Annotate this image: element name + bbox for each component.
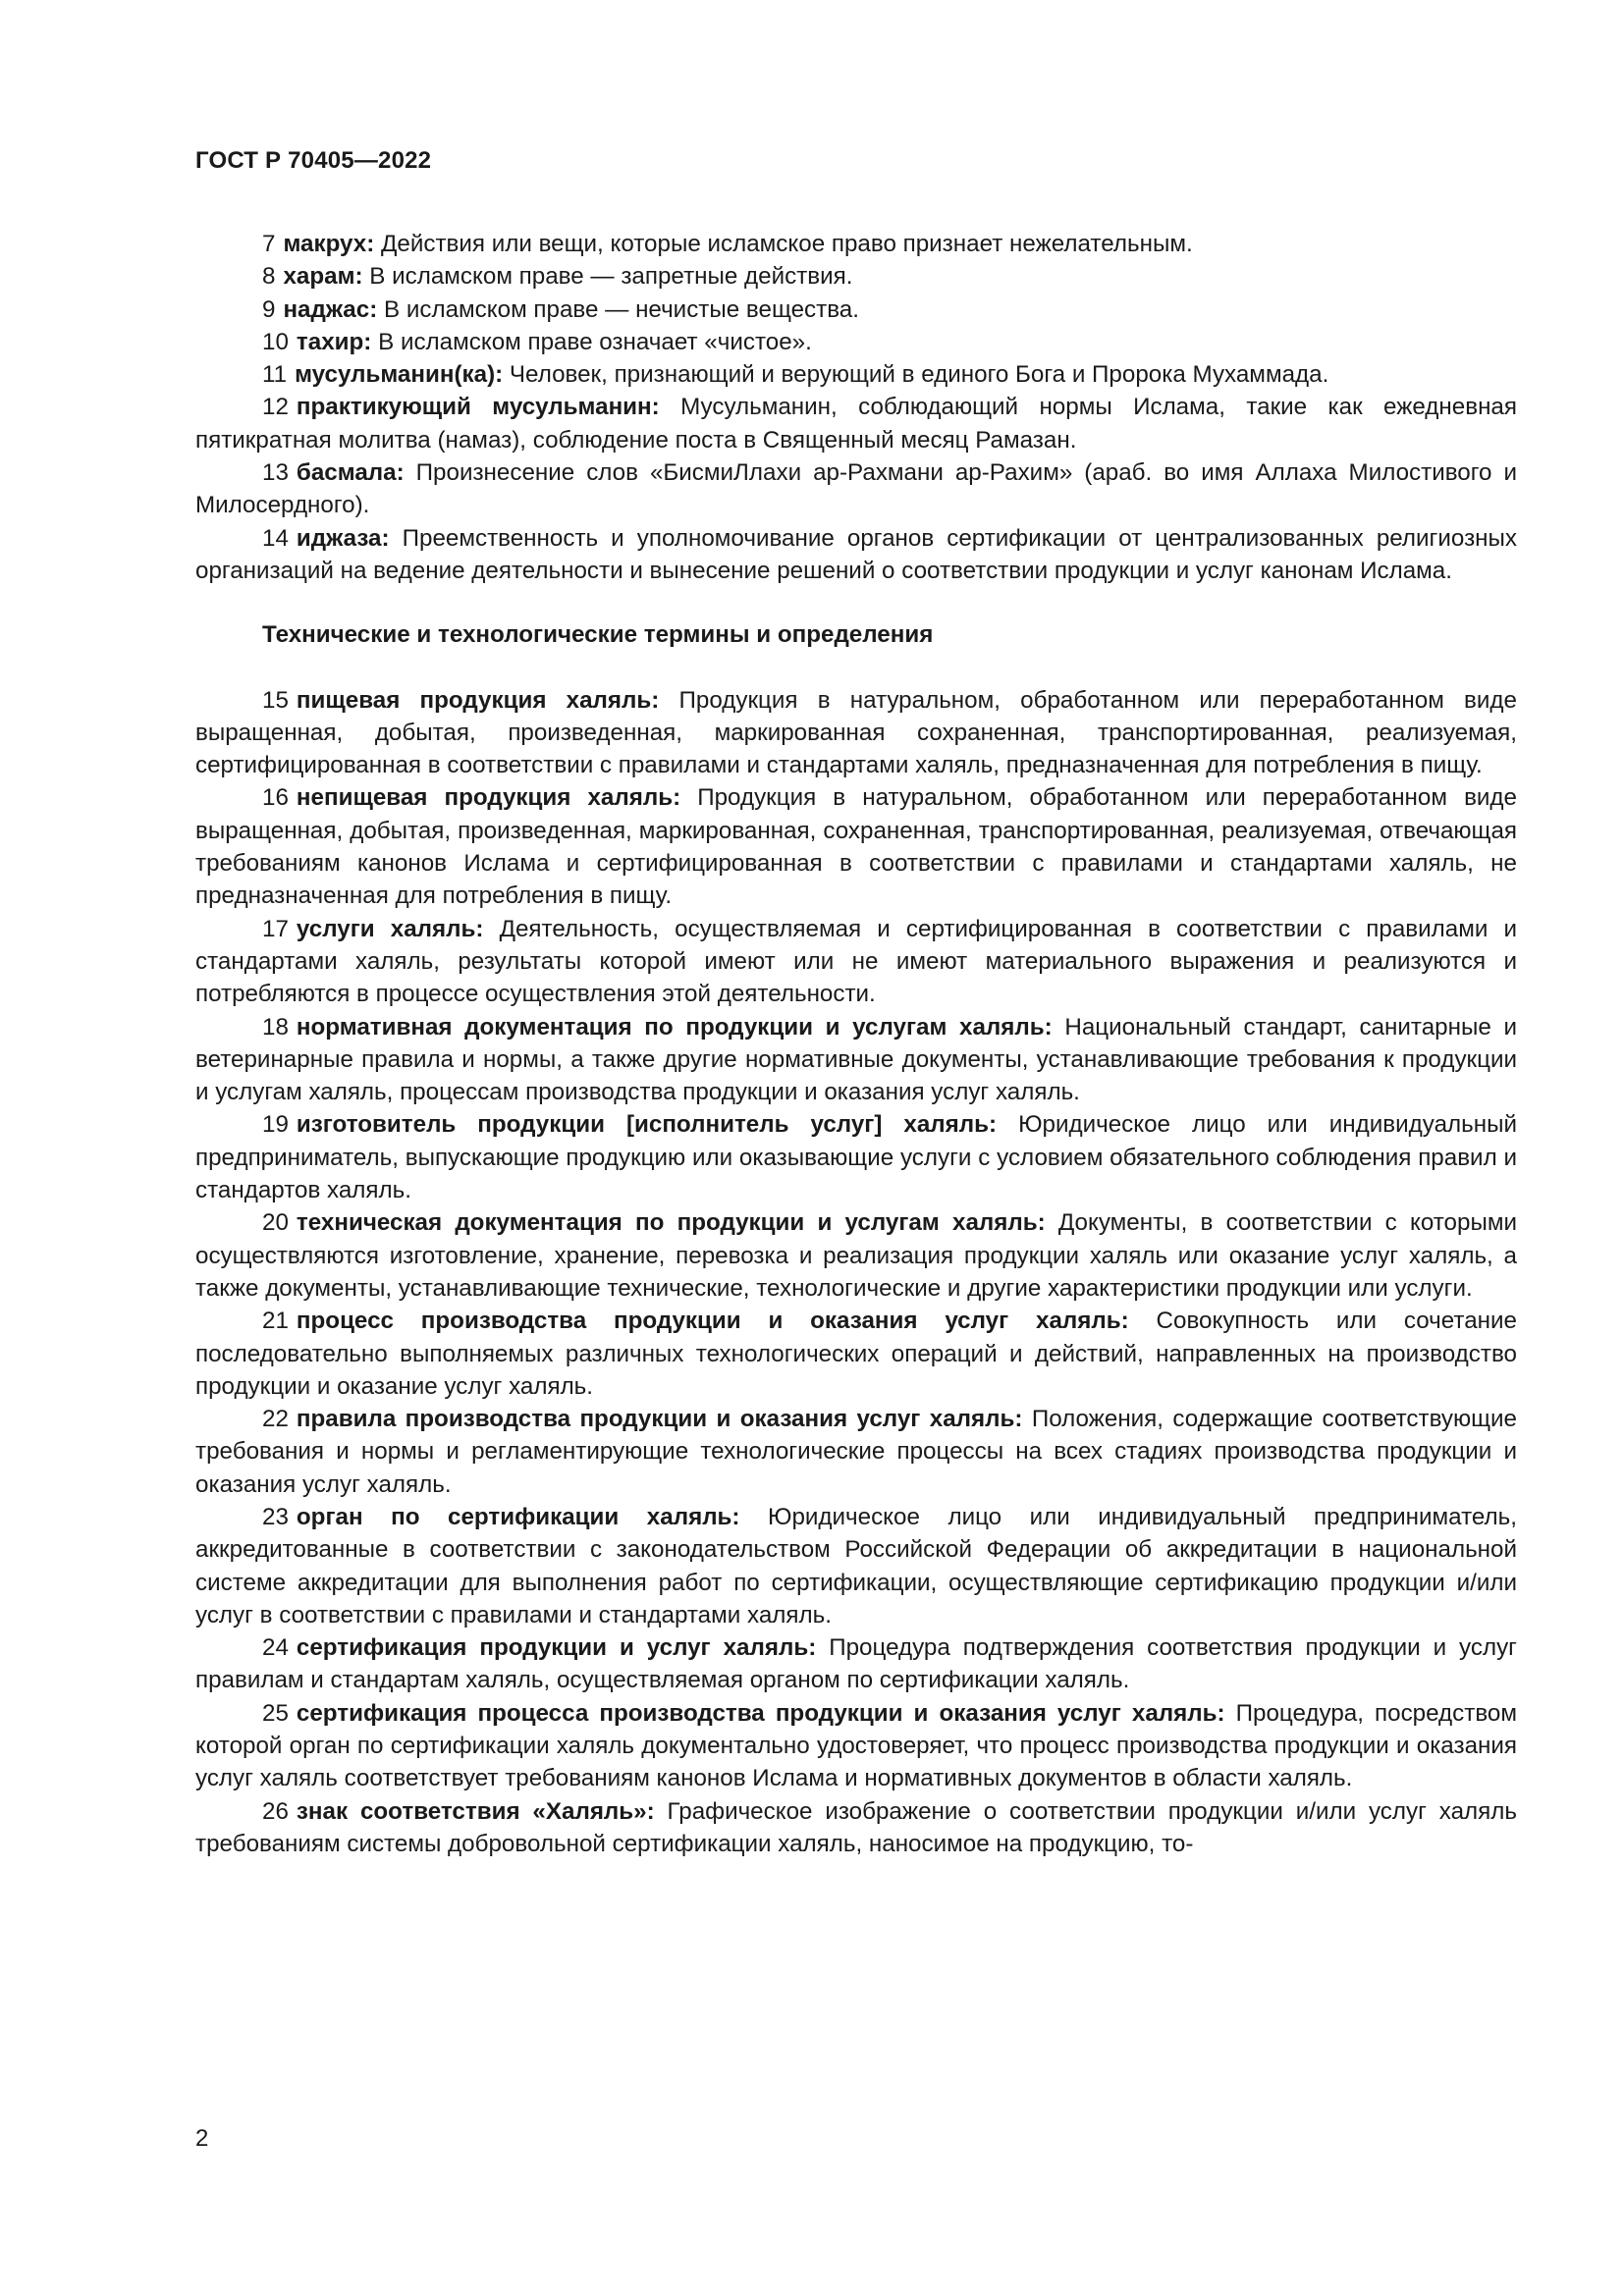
term-definition: В исламском праве — запретные действия.: [369, 263, 853, 291]
term-number: 17: [262, 915, 289, 942]
term-name: басмала:: [296, 459, 405, 487]
term-name: орган по сертификации халяль:: [296, 1503, 740, 1530]
term-definition: Графическое изображение о соответствии продукции и/или услуг халяль требованиям системы добровольной сертификации халяль, наносимое на продукцию, то-: [195, 1797, 1517, 1857]
term-entry: [195, 1697, 1517, 1795]
term-entry: [195, 228, 1517, 260]
term-entry: [195, 1631, 1517, 1697]
term-number: 10: [262, 328, 289, 355]
term-definition: Продукция в натуральном, обработанном или переработанном виде выращенная, добытая, произведенная, маркированная сохраненная, транспортированная, реализуемая, сертифицированная в соответствии с правилами и стандартами халяль, предназначенная для потребления в пищу.: [195, 686, 1517, 779]
term-definition: Юридическое лицо или индивидуальный предприниматель, выпускающие продукцию или оказывающие услуги с условием обязательного соблюдения правил и стандартов халяль.: [195, 1111, 1517, 1204]
term-entry: [195, 1501, 1517, 1631]
term-number: 11: [262, 361, 288, 389]
term-name: наджас:: [283, 295, 378, 323]
term-entry: [195, 913, 1517, 1011]
term-name: техническая документация по продукции и услугам халяль:: [296, 1209, 1046, 1237]
term-number: 26: [262, 1797, 289, 1825]
term-number: 16: [262, 784, 289, 812]
standard-designation: ГОСТ Р 70405—2022: [195, 147, 432, 174]
term-entry: [195, 1403, 1517, 1501]
term-entry: [195, 358, 1517, 391]
term-name: мусульманин(ка):: [295, 361, 504, 389]
term-definition: Положения, содержащие соответствующие требования и нормы и регламентирующие технологические процессы на всех стадиях производства продукции и оказания услуг халяль.: [195, 1406, 1517, 1498]
term-name: макрух:: [283, 231, 375, 257]
terms-group-technical: [195, 684, 1517, 1861]
term-number: 21: [262, 1308, 289, 1335]
term-name: услуги халяль:: [296, 915, 484, 942]
term-entry: [195, 522, 1517, 588]
term-number: 18: [262, 1013, 289, 1041]
section-heading: Технические и технологические термины и определения: [262, 621, 934, 649]
terms-group-religious: [195, 228, 1517, 587]
term-definition: Преемственность и уполномочивание органов сертификации от централизованных религиозных организаций на ведение деятельности и вынесение решений о соответствии продукции и услуг канонам Ислама.: [195, 524, 1517, 584]
term-name: тахир:: [296, 328, 372, 355]
term-entry: [195, 1011, 1517, 1109]
term-entry: [195, 326, 1517, 358]
page-body: [195, 228, 1517, 1860]
term-definition: Деятельность, осуществляемая и сертифицированная в соответствии с правилами и стандартами халяль, результаты которой имеют или не имеют материального выражения и реализуются и потребляются в процессе осуществления этой деятельности.: [195, 915, 1517, 1008]
term-name: нормативная документация по продукции и услугам халяль:: [296, 1013, 1053, 1041]
term-definition: Национальный стандарт, санитарные и ветеринарные правила и нормы, а также другие нормативные документы, устанавливающие требования к продукции и услугам халяль, процессам производства продукции и оказания услуг халяль.: [195, 1013, 1517, 1106]
term-entry: [195, 1305, 1517, 1403]
term-entry: [195, 1795, 1517, 1861]
term-name: практикующий мусульманин:: [296, 394, 660, 421]
term-entry: [195, 1206, 1517, 1305]
term-number: 9: [262, 295, 276, 323]
term-number: 15: [262, 686, 289, 714]
term-name: харам:: [283, 263, 363, 291]
term-definition: Человек, признающий и верующий в единого Бога и Пророка Мухаммада.: [509, 361, 1329, 389]
term-name: непищевая продукция халяль:: [296, 784, 681, 812]
term-entry: [195, 456, 1517, 522]
term-number: 22: [262, 1406, 289, 1433]
term-number: 24: [262, 1634, 289, 1662]
term-definition: Действия или вещи, которые исламское право признает нежелательным.: [381, 231, 1193, 257]
term-definition: Продукция в натуральном, обработанном или переработанном виде выращенная, добытая, произведенная, маркированная, сохраненная, транспортированная, реализуемая, отвечающая требованиям канонов Ислама и сертифицированная в соответствии с правилами и стандартами халяль, не предназначенная для потребления в пищу.: [195, 784, 1517, 910]
page-number: 2: [195, 2125, 209, 2152]
term-definition: Совокупность или сочетание последовательно выполняемых различных технологических операций и действий, направленных на производство продукции и оказание услуг халяль.: [195, 1308, 1517, 1400]
term-number: 13: [262, 459, 289, 487]
term-number: 23: [262, 1503, 289, 1530]
term-definition: В исламском праве означает «чистое».: [378, 328, 812, 355]
term-entry: [195, 781, 1517, 912]
term-number: 12: [262, 394, 289, 421]
term-number: 8: [262, 263, 276, 291]
term-name: правила производства продукции и оказания услуг халяль:: [296, 1406, 1023, 1433]
term-definition: Юридическое лицо или индивидуальный предприниматель, аккредитованные в соответствии с законодательством Российской Федерации об аккредитации в национальной системе аккредитации для выполнения работ по сертификации, осуществляющие сертификацию продукции и/или услуг в соответствии с правилами и стандартами халяль.: [195, 1503, 1517, 1629]
term-number: 14: [262, 524, 289, 552]
term-entry: [195, 1108, 1517, 1206]
term-entry: [195, 684, 1517, 782]
term-definition: Мусульманин, соблюдающий нормы Ислама, такие как ежедневная пятикратная молитва (намаз), соблюдение поста в Священный месяц Рамазан.: [195, 394, 1517, 454]
term-name: пищевая продукция халяль:: [296, 686, 660, 714]
term-entry: [195, 294, 1517, 326]
term-definition: Документы, в соответствии с которыми осуществляются изготовление, хранение, перевозка и реализация продукции халяль или оказание услуг халяль, а также документы, устанавливающие технические, технологические и другие характеристики продукции или услуги.: [195, 1209, 1517, 1302]
term-entry: [195, 391, 1517, 456]
term-name: знак соответствия «Халяль»:: [296, 1797, 655, 1825]
term-name: сертификация процесса производства продукции и оказания услуг халяль:: [296, 1699, 1225, 1727]
term-name: процесс производства продукции и оказания услуг халяль:: [296, 1308, 1129, 1335]
term-number: 25: [262, 1699, 289, 1727]
term-name: сертификация продукции и услуг халяль:: [296, 1634, 817, 1662]
term-number: 20: [262, 1209, 289, 1237]
term-number: 19: [262, 1111, 289, 1139]
term-entry: [195, 260, 1517, 293]
term-definition: Процедура, посредством которой орган по сертификации халяль документально удостоверяет, что процесс производства продукции и оказания услуг халяль соответствует требованиям канонов Ислама и нормативных документов в области халяль.: [195, 1699, 1518, 1792]
term-number: 7: [262, 231, 276, 257]
term-name: изготовитель продукции [исполнитель услуг] халяль:: [296, 1111, 998, 1139]
term-definition: Произнесение слов «БисмиЛлахи ар-Рахмани ар-Рахим» (араб. во имя Аллаха Милостивого и Милосердного).: [195, 459, 1517, 519]
term-definition: В исламском праве — нечистые вещества.: [384, 295, 859, 323]
term-definition: Процедура подтверждения соответствия продукции и услуг правилам и стандартам халяль, осуществляемая органом по сертификации халяль.: [195, 1634, 1517, 1694]
term-name: иджаза:: [296, 524, 390, 552]
